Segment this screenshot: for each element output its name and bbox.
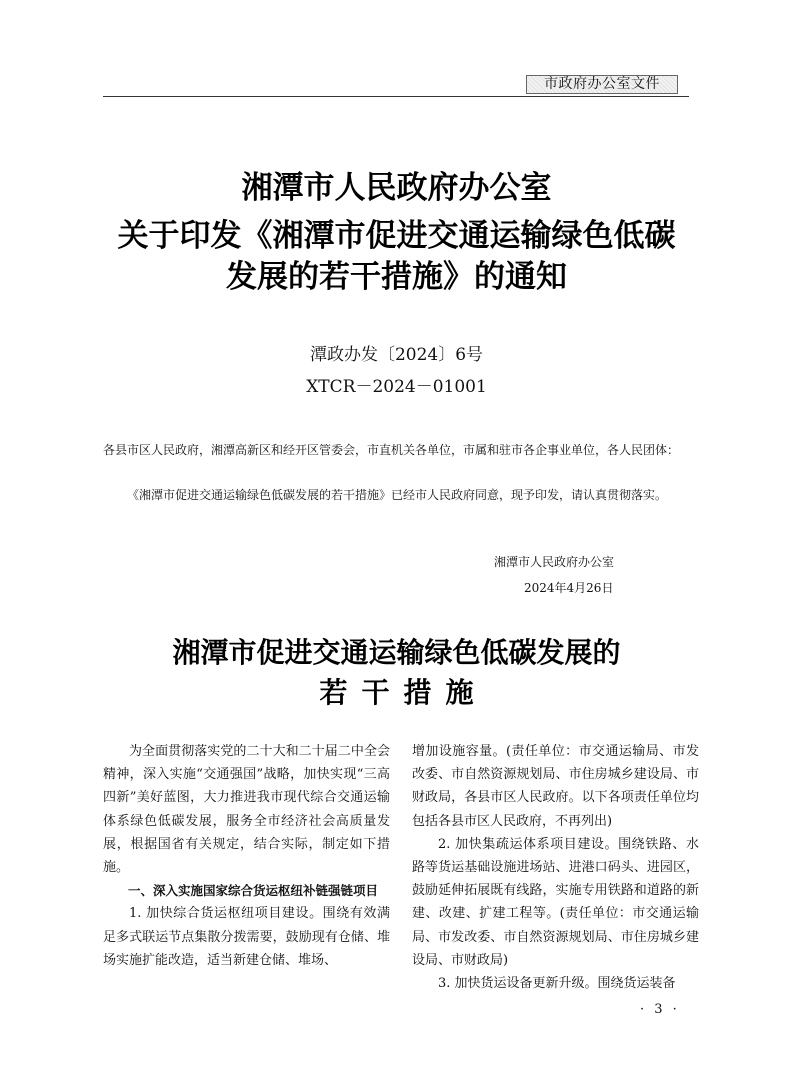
notice-body: 《湘潭市促进交通运输绿色低碳发展的若干措施》已经市人民政府同意，现予印发，请认真贯彻落实。 [127,488,668,502]
document-code: XTCR－2024－01001 [306,377,487,397]
item-1-paragraph: 1. 加快综合货运枢纽项目建设。围绕有效满足多式联运节点集散分拨需要，鼓励现有仓储、堆场实施扩能改造，适当新建仓储、堆场、 [103,906,390,968]
item-2-paragraph: 2. 加快集疏运体系项目建设。围绕铁路、水路等货运基础设施进场站、进港口码头、进园区，鼓励延伸拓展既有线路，实施专用铁路和道路的新建、改建、扩建工程等。(责任单位：市交通运输局、市发改委、市自然资源规划局、市住房城乡建设局、市财政局) [412,836,699,968]
intro-paragraph: 为全面贯彻落实党的二十大和二十届二中全会精神，深入实施“交通强国”战略，加快实现“三高四新”美好蓝图，大力推进我市现代综合交通运输体系绿色低碳发展，服务全市经济社会高质量发展，根据国省有关规定，结合实际，制定如下措施。 [103,744,390,876]
item-1-continuation: 增加设施容量。(责任单位：市交通运输局、市发改委、市自然资源规划局、市住房城乡建设局、市财政局，各县市区人民政府。以下各项责任单位均包括各县市区人民政府，不再列出) [412,744,699,829]
measures-title-line-1: 湘潭市促进交通运输绿色低碳发展的 [172,636,621,669]
notice-date: 2024年4月26日 [524,581,614,595]
item-3-paragraph: 3. 加快货运设备更新升级。围绕货运装备 [438,976,676,992]
right-column [412,740,699,995]
notice-signer: 湘潭市人民政府办公室 [494,555,615,569]
notice-title-line-2: 关于印发《湘潭市促进交通运输绿色低碳 [117,218,676,254]
notice-title-line-1: 湘潭市人民政府办公室 [241,170,552,206]
document-type-badge: 市政府办公室文件 [526,75,678,94]
notice-title-line-3: 发展的若干措施》的通知 [226,259,567,295]
document-number: 潭政办发〔2024〕6号 [309,345,484,365]
notice-recipients: 各县市区人民政府，湘潭高新区和经开区管委会，市直机关各单位，市属和驻市各企事业单位，各人民团体： [103,443,680,457]
left-column [103,740,390,972]
section-heading-1: 一、深入实施国家综合货运枢纽补链强链项目 [128,883,379,899]
measures-title-line-2: 若干措施 [319,676,488,709]
header-rule [103,96,689,97]
page-number: · 3 · [640,1002,680,1017]
